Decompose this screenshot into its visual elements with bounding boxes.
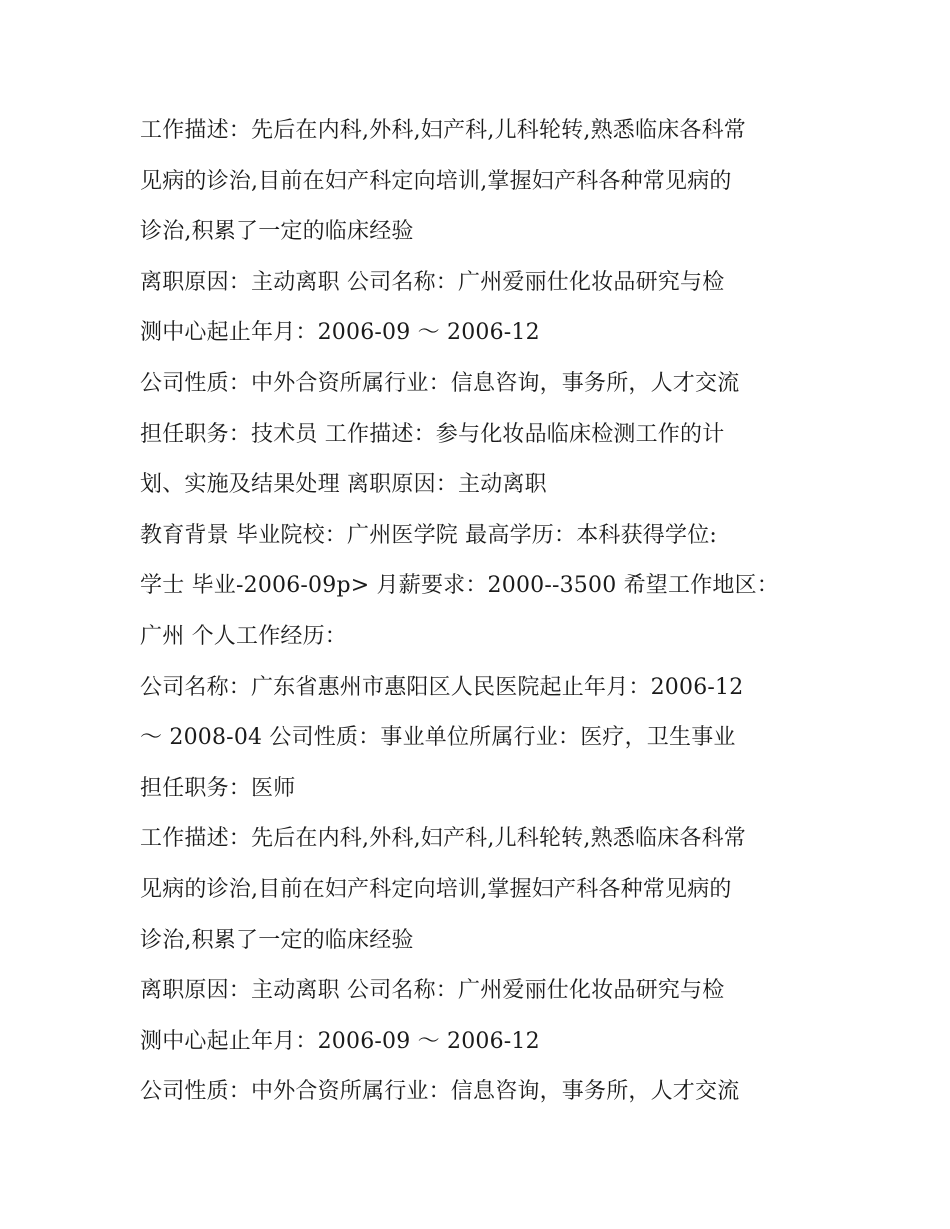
text-line: 工作描述：先后在内科,外科,妇产科,儿科轮转,熟悉临床各科常 [140,118,746,143]
text-line: 测中心起止年月：2006-09 ～ 2006-12 [140,1028,540,1054]
text-line: 公司性质：中外合资所属行业：信息咨询，事务所，人才交流 [140,1079,740,1105]
text-line: 见病的诊治,目前在妇产科定向培训,掌握妇产科各种常见病的 [140,168,732,194]
text-line: 担任职务：医师 [140,775,296,801]
text-line: 离职原因：主动离职 公司名称：广州爱丽仕化妆品研究与检 [140,269,725,295]
document-body [140,106,820,1118]
text-line: ～ 2008-04 公司性质：事业单位所属行业：医疗，卫生事业 [140,725,736,751]
text-line: 公司性质：中外合资所属行业：信息咨询，事务所，人才交流 [140,370,740,396]
text-line: 诊治,积累了一定的临床经验 [140,219,414,245]
text-line: 广州 个人工作经历： [140,623,347,649]
text-line: 见病的诊治,目前在妇产科定向培训,掌握妇产科各种常见病的 [140,876,732,902]
text-line: 担任职务：技术员 工作描述：参与化妆品临床检测工作的计 [140,421,725,447]
text-line: 划、实施及结果处理 离职原因：主动离职 [140,472,547,498]
text-line: 诊治,积累了一定的临床经验 [140,927,414,953]
text-line: 离职原因：主动离职 公司名称：广州爱丽仕化妆品研究与检 [140,978,725,1004]
text-line: 测中心起止年月：2006-09 ～ 2006-12 [140,320,540,346]
text-line: 公司名称：广东省惠州市惠阳区人民医院起止年月：2006-12 [140,674,744,700]
text-line: 学士 毕业-2006-09p> 月薪要求：2000--3500 希望工作地区： [140,573,779,599]
text-line: 工作描述：先后在内科,外科,妇产科,儿科轮转,熟悉临床各科常 [140,826,746,852]
text-line: 教育背景 毕业院校：广州医学院 最高学历：本科获得学位: [140,522,718,548]
